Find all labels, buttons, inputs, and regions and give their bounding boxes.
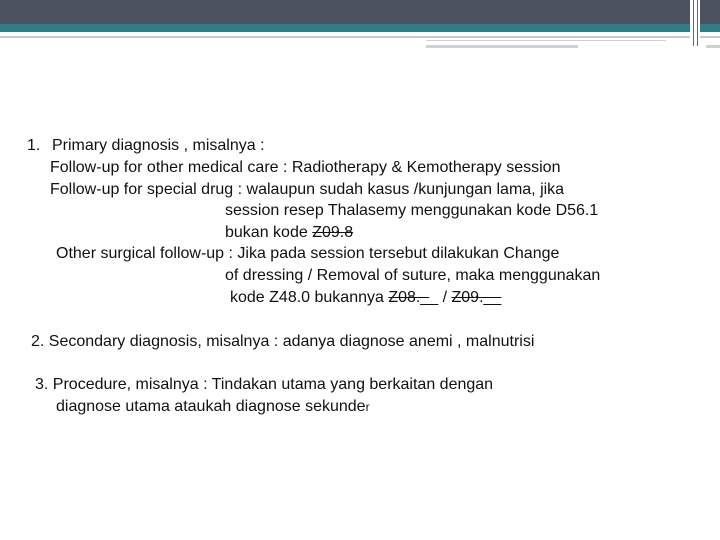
item1-line: Follow-up for special drug : walaupun sudah kasus /kunjungan lama, jika: [50, 181, 565, 198]
item1-text: _ /: [429, 289, 452, 306]
item1-text: kode Z48.0 bukannya: [230, 289, 389, 306]
item3-text-end: r: [365, 400, 370, 414]
item3-text: diagnose utama ataukah diagnose sekunde: [56, 398, 366, 415]
header-gap: [690, 0, 700, 48]
item3-line: [56, 397, 370, 417]
item1-heading: Primary diagnosis , misalnya :: [52, 137, 265, 154]
struck-code: _: [492, 289, 502, 306]
struck-code: Z08._: [388, 289, 430, 306]
struck-code: Z09._: [451, 289, 493, 306]
header-rule-right: [706, 45, 720, 48]
item1-line: session resep Thalasemy menggunakan kode D56.1: [225, 202, 599, 219]
item1-line: Other surgical follow-up : Jika pada session tersebut dilakukan Change: [56, 245, 560, 262]
header-bar-right: [700, 0, 720, 24]
item1-text: bukan kode: [225, 224, 313, 241]
header-rule-short: [426, 45, 578, 48]
struck-code: Z09.8: [312, 224, 354, 241]
header-bar: [0, 0, 690, 24]
header-rule: [0, 36, 690, 38]
item2-line: 2. Secondary diagnosis, misalnya : adanya diagnose anemi , malnutrisi: [31, 333, 535, 350]
header-rule-short: [426, 40, 666, 41]
header-divider-line: [693, 0, 694, 46]
header-rule-right: [700, 36, 720, 38]
item1-line: [225, 223, 353, 243]
item1-line: of dressing / Removal of suture, maka menggunakan: [225, 267, 601, 284]
header-accent-bar: [0, 24, 690, 32]
item1-line: [230, 288, 501, 308]
item3-line: 3. Procedure, misalnya : Tindakan utama yang berkaitan dengan: [35, 376, 494, 393]
item1-line: Follow-up for other medical care : Radiotherapy & Kemotherapy session: [50, 159, 561, 176]
header-divider-line: [697, 0, 698, 46]
item1-number: 1.: [27, 137, 41, 154]
header-accent-bar-right: [700, 24, 720, 32]
